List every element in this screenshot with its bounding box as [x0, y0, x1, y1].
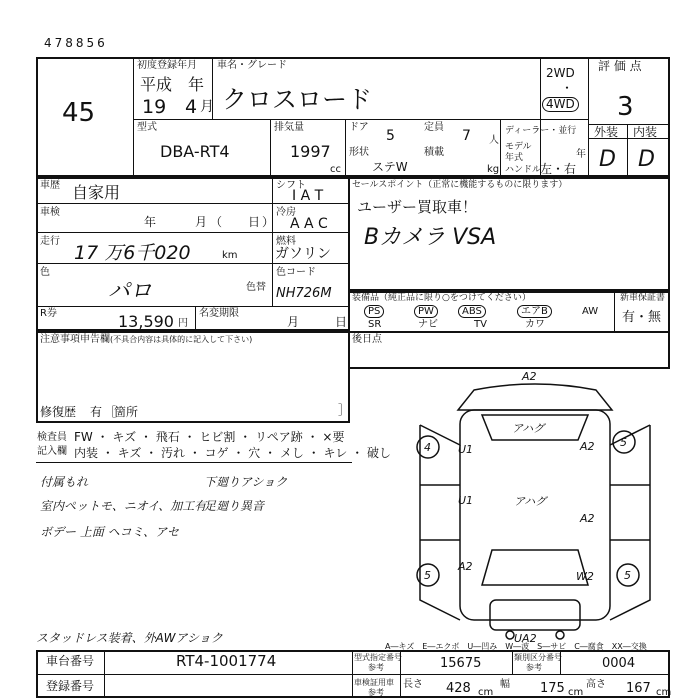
- model-label: 型式: [137, 122, 157, 133]
- model-value: DBA-RT4: [160, 142, 230, 161]
- color-label: 色: [40, 267, 50, 278]
- warranty-value: 有・無: [622, 310, 662, 325]
- equip-abs: ABS: [458, 305, 486, 318]
- car-name-label: 車名・グレード: [217, 60, 287, 71]
- mark-4: 4: [424, 441, 431, 454]
- displacement-label: 排気量: [274, 122, 304, 133]
- fuel-label: 燃料: [276, 236, 296, 247]
- type-no-sub: 参考: [368, 663, 384, 672]
- repair-bracket-close: ］: [338, 403, 351, 417]
- first-reg-year-unit: 年: [188, 75, 205, 94]
- drive-2wd: 2WD: [546, 66, 575, 80]
- history-label: 車歴: [40, 180, 60, 191]
- equip-aw: AW: [582, 306, 599, 317]
- equip-navi: ナビ: [418, 319, 438, 330]
- inspection-paren-close: ）: [262, 215, 275, 229]
- name-limit-day: 日: [335, 315, 348, 329]
- doors-value: 5: [386, 128, 395, 144]
- paint-label: 色替: [246, 282, 266, 293]
- equip-pw: PW: [414, 305, 438, 318]
- label-ahag-2: アハグ: [514, 495, 547, 508]
- class-no-value: 0004: [602, 656, 636, 671]
- tax-label: R券: [40, 308, 57, 319]
- drive-4wd: 4WD: [542, 97, 579, 112]
- exterior-value: D: [599, 147, 616, 172]
- fuel-value: ガソリン: [275, 246, 331, 262]
- mark-5c: 5: [624, 569, 631, 582]
- name-limit-month: 月: [287, 315, 300, 329]
- mark-a2-right2: A2: [580, 512, 595, 525]
- hw-left-2: 室内ペットモ、ニオイ、加工有: [40, 499, 207, 513]
- displacement-unit: cc: [330, 164, 341, 175]
- handle-label: ハンドル: [505, 165, 542, 175]
- length-label: 長さ: [403, 679, 423, 690]
- load-unit: kg: [487, 164, 500, 175]
- height-value: 167: [626, 681, 651, 696]
- shift-label: シフト: [276, 180, 306, 191]
- ac-value: A A C: [290, 216, 328, 232]
- inspection-paren: （: [210, 215, 223, 229]
- equip-ps: PS: [364, 305, 384, 318]
- doors-label: ドア: [349, 122, 369, 133]
- back-box: [348, 331, 670, 369]
- registration-label: 登録番号: [46, 679, 95, 693]
- inspector-line2: 内装 ・ キズ ・ 汚れ ・ コゲ ・ 穴 ・ メし ・ キレ ・ 破し: [74, 446, 392, 460]
- first-reg-month: 4: [185, 96, 198, 118]
- hw-left-3: ボデー 上面 ヘコミ、アセ: [40, 525, 180, 539]
- exterior-label: 外装: [594, 125, 619, 139]
- mark-5b: 5: [424, 569, 431, 582]
- mark-a2-right1: A2: [580, 440, 595, 453]
- inspection-day: 日: [248, 215, 261, 229]
- mileage-label: 走行: [40, 236, 60, 247]
- type-no-value: 15675: [440, 656, 482, 671]
- repair-bracket: ［: [104, 405, 117, 419]
- dealer-label: ディーラー・並行: [505, 126, 577, 136]
- type-no-label: 型式指定番号: [354, 653, 402, 662]
- dims-sub: 参考: [368, 688, 384, 697]
- ac-label: 冷房: [276, 207, 296, 218]
- mark-a2-top: A2: [522, 370, 537, 383]
- color-value: パロ: [108, 279, 153, 304]
- capacity-value: 7: [462, 128, 471, 144]
- first-reg-label: 初度登録年月: [137, 60, 197, 71]
- color-code-label: 色コード: [276, 267, 316, 278]
- shape-label: 形状: [349, 147, 369, 158]
- inspection-year: 年: [144, 215, 157, 229]
- grade-value: 3: [617, 92, 634, 122]
- damage-legend: A―キズ E―エクボ U―凹み W―波 S―サビ C―腐食 XX―交換: [385, 642, 647, 651]
- interior-value: D: [638, 147, 655, 172]
- sales-point-label: セールスポイント（正常に機能するものに限ります）: [352, 180, 568, 190]
- load-label: 積載: [424, 147, 444, 158]
- chassis-value: RT4-1001774: [176, 652, 277, 670]
- lot-number: 45: [62, 98, 96, 128]
- warranty-label: 新車保証書: [620, 293, 666, 303]
- equip-leather: カワ: [525, 319, 545, 330]
- shift-value: I A T: [292, 188, 324, 204]
- repair-value: 有: [90, 405, 103, 419]
- length-unit: cm: [478, 687, 494, 698]
- inspection-month: 月: [195, 215, 208, 229]
- first-reg-era: 平成: [140, 75, 173, 94]
- repair-label: 修復歴: [40, 405, 77, 419]
- mark-w2: W2: [576, 570, 594, 583]
- inspector-label1: 検査員: [37, 432, 67, 443]
- inspector-label2: 記入欄: [37, 446, 67, 457]
- first-reg-year: 19: [142, 96, 167, 118]
- sales-point-line2: Bカメラ VSA: [364, 225, 497, 250]
- inspector-line1: FW ・ キズ ・ 飛石 ・ ヒビ割 ・ リペア跡 ・ ×要: [74, 430, 345, 444]
- model-year-unit: 年: [576, 149, 586, 160]
- shape-value: ステW: [372, 160, 408, 174]
- stock-number: 478856: [44, 36, 108, 50]
- hw-right-2: 足廻り異音: [204, 499, 265, 513]
- bottom-note: スタッドレス装着、外AWアショク: [36, 631, 223, 645]
- width-unit: cm: [568, 687, 584, 698]
- first-reg-month-unit: 月: [200, 99, 214, 115]
- dims-label: 車検証用車: [354, 678, 394, 687]
- equipment-label: 装備品（純正品に限り○をつけてください）: [352, 293, 531, 303]
- back-label: 後日点: [352, 334, 382, 345]
- mark-ua2: UA2: [514, 632, 537, 645]
- hw-right-1: 下廻りアショク: [204, 475, 288, 489]
- mileage-value: 17 万6千020: [74, 242, 191, 264]
- hw-left-1: 付属もれ: [40, 475, 89, 489]
- height-label: 高さ: [586, 679, 606, 690]
- displacement-value: 1997: [290, 142, 331, 161]
- car-name-value: クロスロード: [222, 85, 373, 114]
- height-unit: cm: [656, 687, 672, 698]
- repair-unit: 箇所: [114, 405, 139, 419]
- model-year-label: モデル年式: [505, 142, 532, 163]
- tax-value: 13,590: [118, 312, 174, 331]
- tax-unit: 円: [178, 318, 188, 329]
- mark-u1-left2: U1: [458, 494, 474, 507]
- capacity-unit: 人: [489, 135, 499, 146]
- equip-sr: SR: [368, 319, 382, 330]
- label-ahag-1: アハグ: [512, 422, 545, 435]
- notes-label: 注意事項申告欄: [40, 334, 110, 345]
- mark-a2-left: A2: [458, 560, 473, 573]
- equip-tv: TV: [474, 319, 487, 330]
- handle-value: 左・右: [540, 162, 577, 176]
- notes-sub: (不具合内容は具体的に記入して下さい): [110, 335, 253, 344]
- history-value: 自家用: [72, 183, 121, 202]
- grade-label: 評 価 点: [598, 59, 642, 73]
- color-code-value: NH726M: [276, 286, 332, 301]
- name-limit-label: 名変期限: [199, 308, 239, 319]
- width-label: 幅: [500, 679, 510, 690]
- sales-point-line1: ユーザー買取車！: [357, 198, 478, 216]
- mark-5a: 5: [620, 436, 627, 449]
- length-value: 428: [446, 681, 471, 696]
- equip-airbag: エアB: [517, 305, 552, 318]
- mileage-unit: km: [222, 250, 238, 261]
- width-value: 175: [540, 681, 565, 696]
- car-damage-diagram: [400, 370, 670, 655]
- class-no-sub: 参考: [526, 663, 542, 672]
- interior-label: 内装: [633, 125, 658, 139]
- inspection-label: 車検: [40, 207, 60, 218]
- capacity-label: 定員: [424, 122, 444, 133]
- vehicle-info-box: [36, 57, 670, 177]
- class-no-label: 類別区分番号: [514, 653, 562, 662]
- chassis-label: 車台番号: [46, 654, 95, 668]
- mark-u1-left1: U1: [458, 443, 474, 456]
- drive-dot: ・: [561, 81, 574, 95]
